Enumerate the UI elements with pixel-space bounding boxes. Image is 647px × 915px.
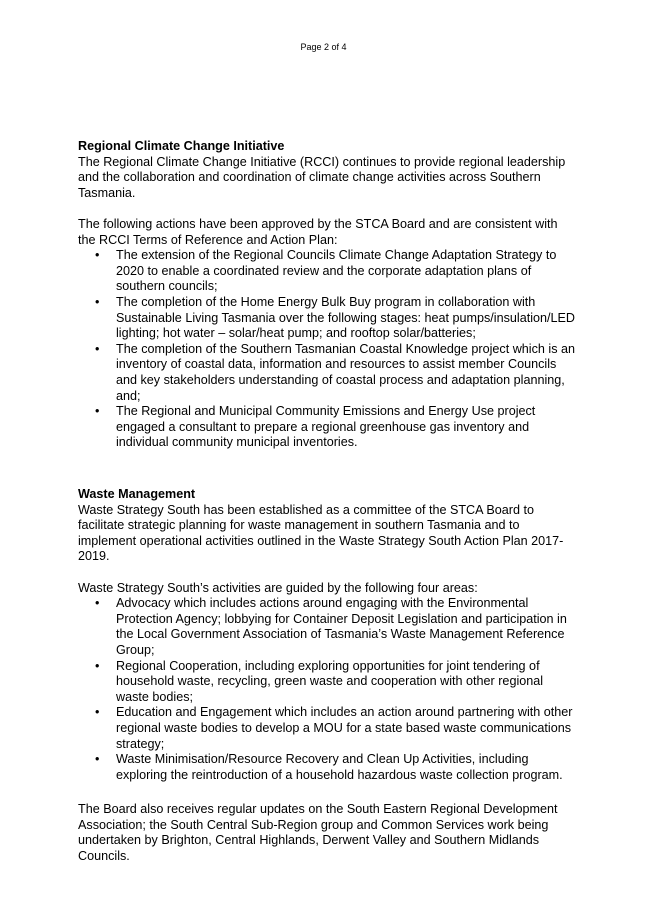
rcci-bullet-list bbox=[78, 248, 578, 451]
bullet-icon: • bbox=[95, 658, 100, 673]
rcci-heading: Regional Climate Change Initiative bbox=[78, 139, 285, 153]
bullet-icon: • bbox=[95, 341, 100, 356]
waste-section bbox=[78, 487, 578, 783]
list-item-text: Regional Cooperation, including exploring opportunities for joint tendering of household waste, recycling, green waste and cooperation with other regional waste bodies; bbox=[116, 658, 544, 704]
waste-lead: Waste Strategy South’s activities are guided by the following four areas: bbox=[78, 580, 478, 595]
list-item bbox=[78, 752, 578, 783]
bullet-icon: • bbox=[95, 294, 100, 309]
waste-heading: Waste Management bbox=[78, 487, 196, 501]
list-item bbox=[78, 248, 578, 295]
list-item-text: The completion of the Southern Tasmanian Coastal Knowledge project which is an inventory of coastal data, information and resources to assist member Councils and key stakeholders understanding of coastal process and adaptation planning, and; bbox=[116, 341, 576, 403]
bullet-icon: • bbox=[95, 705, 100, 720]
rcci-intro: The Regional Climate Change Initiative (RCCI) continues to provide regional leadership and the collaboration and coordination of climate change activities across Southern Tasmania. bbox=[78, 154, 566, 200]
list-item-text: The Regional and Municipal Community Emissions and Energy Use project engaged a consultant to prepare a regional greenhouse gas inventory and individual community municipal inventories. bbox=[116, 404, 536, 450]
waste-intro: Waste Strategy South has been established as a committee of the STCA Board to facilitate strategic planning for waste management in southern Tasmania and to implement operational activities outlined in the Waste Strategy South Action Plan 2017-2019. bbox=[78, 502, 564, 564]
bullet-icon: • bbox=[95, 752, 100, 767]
list-item bbox=[78, 342, 578, 404]
list-item bbox=[78, 659, 578, 706]
list-item bbox=[78, 404, 578, 451]
bullet-icon: • bbox=[95, 596, 100, 611]
list-item bbox=[78, 295, 578, 342]
list-item-text: The completion of the Home Energy Bulk Buy program in collaboration with Sustainable Living Tasmania over the following stages: heat pumps/insulation/LED lighting; hot water – solar/heat pump; and rooftop solar/batteries; bbox=[116, 294, 576, 341]
rcci-section bbox=[78, 139, 578, 451]
list-item-text: Advocacy which includes actions around engaging with the Environmental Protection Agency; lobbying for Container Deposit Legislation and participation in the Local Government Association of Tasmania’s Waste Management Reference Group; bbox=[116, 596, 567, 657]
list-item-text: Education and Engagement which includes an action around partnering with other regional waste bodies to develop a MOU for a state based waste communications strategy; bbox=[116, 705, 573, 751]
closing-paragraph: The Board also receives regular updates on the South Eastern Regional Development Association; the South Central Sub-Region group and Common Services work being undertaken by Brighton, Central Highlands, Derwent Valley and Southern Midlands Councils. bbox=[78, 802, 558, 863]
bullet-icon: • bbox=[95, 404, 100, 419]
waste-bullet-list bbox=[78, 596, 578, 783]
list-item-text: The extension of the Regional Councils Climate Change Adaptation Strategy to 2020 to enable a coordinated review and the corporate adaptation plans of southern councils; bbox=[116, 248, 557, 294]
list-item-text: Waste Minimisation/Resource Recovery and Clean Up Activities, including exploring the reintroduction of a household hazardous waste collection program. bbox=[116, 752, 563, 782]
page-number: Page 2 of 4 bbox=[300, 42, 347, 52]
rcci-lead: The following actions have been approved by the STCA Board and are consistent with the RCCI Terms of Reference and Action Plan: bbox=[78, 216, 558, 247]
list-item bbox=[78, 596, 578, 658]
list-item bbox=[78, 705, 578, 752]
bullet-icon: • bbox=[95, 248, 100, 263]
